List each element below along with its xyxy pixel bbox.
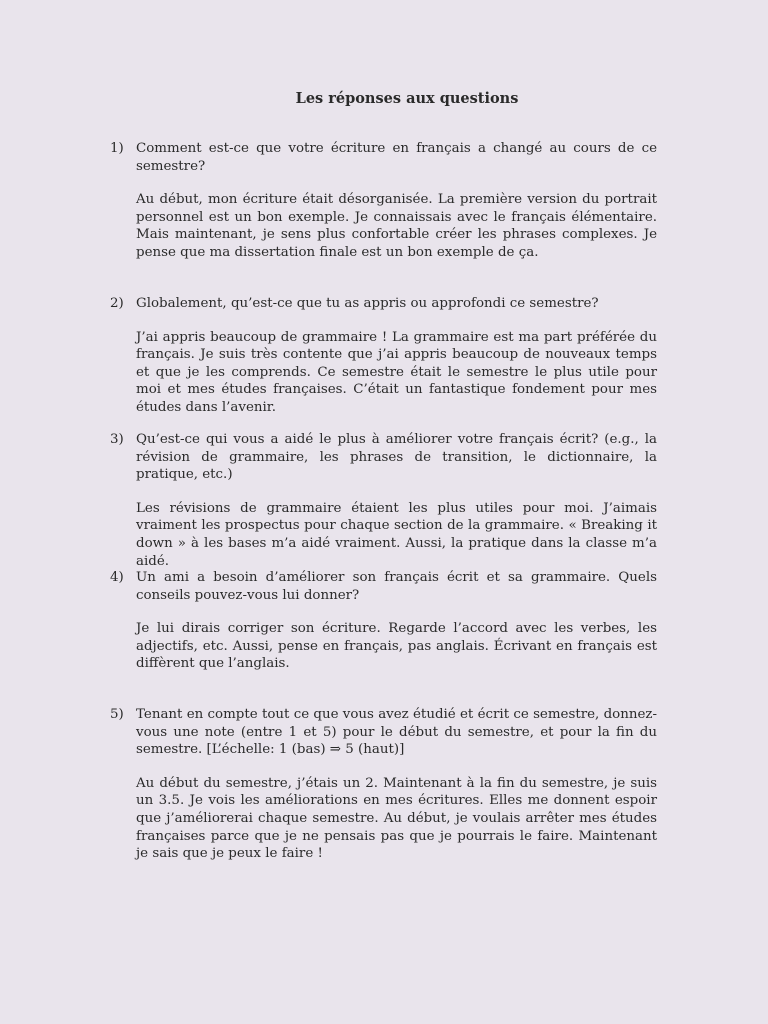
question-number: 4)	[110, 570, 124, 585]
question-number: 1)	[110, 141, 124, 156]
answer-text: Les révisions de grammaire étaient les plus utiles pour moi. J’aimais vraiment les prospectus pour chaque section de la grammaire. « Breaking it down » à les bases m’a aidé vraiment. Aussi, la pratique dans la classe m’a aidé.	[136, 500, 657, 569]
question-text: Globalement, qu’est-ce que tu as appris ou approfondi ce semestre?	[136, 296, 599, 311]
question-block-5	[110, 706, 657, 863]
question-block-1	[110, 140, 657, 262]
question-text: Qu’est-ce qui vous a aidé le plus à améliorer votre français écrit? (e.g., la révision de grammaire, les phrases de transition, le dictionnaire, la pratique, etc.)	[136, 432, 657, 483]
question-text: Tenant en compte tout ce que vous avez étudié et écrit ce semestre, donnez-vous une note (entre 1 et 5) pour le début du semestre, et pour la fin du semestre. [L’échelle: 1 (bas) ⇒ 5 (haut)]	[136, 707, 657, 758]
question-number: 3)	[110, 432, 124, 447]
answer-text: Je lui dirais corriger son écriture. Regarde l’accord avec les verbes, les adjectifs, etc. Aussi, pense en français, pas anglais. Écrivant en français est diffèrent que l’anglais.	[136, 621, 657, 672]
question-number: 2)	[110, 296, 124, 311]
document-title: Les réponses aux questions	[295, 90, 519, 107]
question-text: Comment est-ce que votre écriture en français a changé au cours de ce semestre?	[136, 141, 657, 174]
question-number: 5)	[110, 707, 124, 722]
question-block-4	[110, 569, 657, 673]
question-text: Un ami a besoin d’améliorer son français écrit et sa grammaire. Quels conseils pouvez-vous lui donner?	[136, 570, 657, 603]
answer-text: Au début, mon écriture était désorganisée. La première version du portrait personnel est un bon exemple. Je connaissais avec le français élémentaire. Mais maintenant, je sens plus confortable créer les phrases complexes. Je pense que ma dissertation finale est un bon exemple de ça.	[136, 192, 657, 260]
question-block-2	[110, 295, 657, 417]
answer-text: J’ai appris beaucoup de grammaire ! La grammaire est ma part préférée du français. Je suis très contente que j’ai appris beaucoup de nouveaux temps et que je les comprends. Ce semestre était le semestre le plus utile pour moi et mes études françaises. C’était un fantastique fondement pour mes études dans l’avenir.	[136, 329, 657, 415]
answer-text: Au début du semestre, j’étais un 2. Maintenant à la fin du semestre, je suis un 3.5. Je vois les améliorations en mes écritures. Elles me donnent espoir que j’améliorerai chaque semestre. Au début, je voulais arrêter mes études françaises parce que je ne pensais pas que je pourrais le faire. Maintenant je sais que je peux le faire !	[136, 775, 657, 862]
question-block-3	[110, 431, 657, 570]
